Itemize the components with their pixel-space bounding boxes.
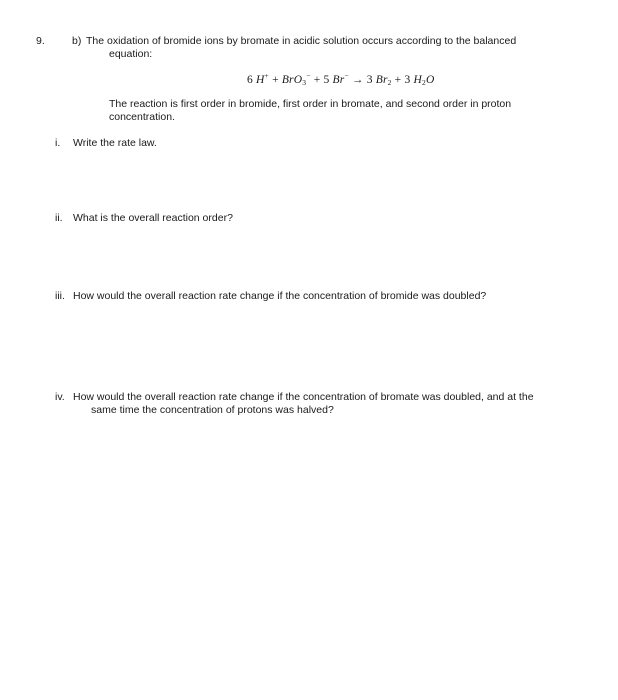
order-statement-line-2: concentration.	[109, 111, 175, 123]
balanced-equation: 6 H+ + BrO$_3$− + 5 Br− → 3 $Br_2 + 3$ $H_2O$	[247, 71, 435, 87]
subquestion-iv-text-line-1: How would the overall reaction rate change if the concentration of bromate was doubled, and at the	[73, 391, 534, 403]
subquestion-i-text: Write the rate law.	[73, 137, 157, 149]
question-number: 9.	[36, 35, 45, 47]
subquestion-ii-text: What is the overall reaction order?	[73, 212, 233, 224]
subquestion-iii-label: iii.	[55, 290, 65, 302]
order-statement-line-1: The reaction is first order in bromide, first order in bromate, and second order in proton	[109, 98, 512, 110]
subquestion-iv-text-line-2: same time the concentration of protons was halved?	[91, 404, 334, 416]
subquestion-iv-label: iv.	[55, 391, 65, 403]
subquestion-ii-label: ii.	[55, 212, 63, 224]
intro-line-2: equation:	[109, 48, 153, 60]
subquestion-i-label: i.	[55, 137, 61, 149]
part-label: b)	[72, 35, 82, 47]
intro-line-1: The oxidation of bromide ions by bromate in acidic solution occurs according to the balanced	[86, 35, 517, 47]
subquestion-iii-text: How would the overall reaction rate change if the concentration of bromide was doubled?	[73, 290, 487, 302]
